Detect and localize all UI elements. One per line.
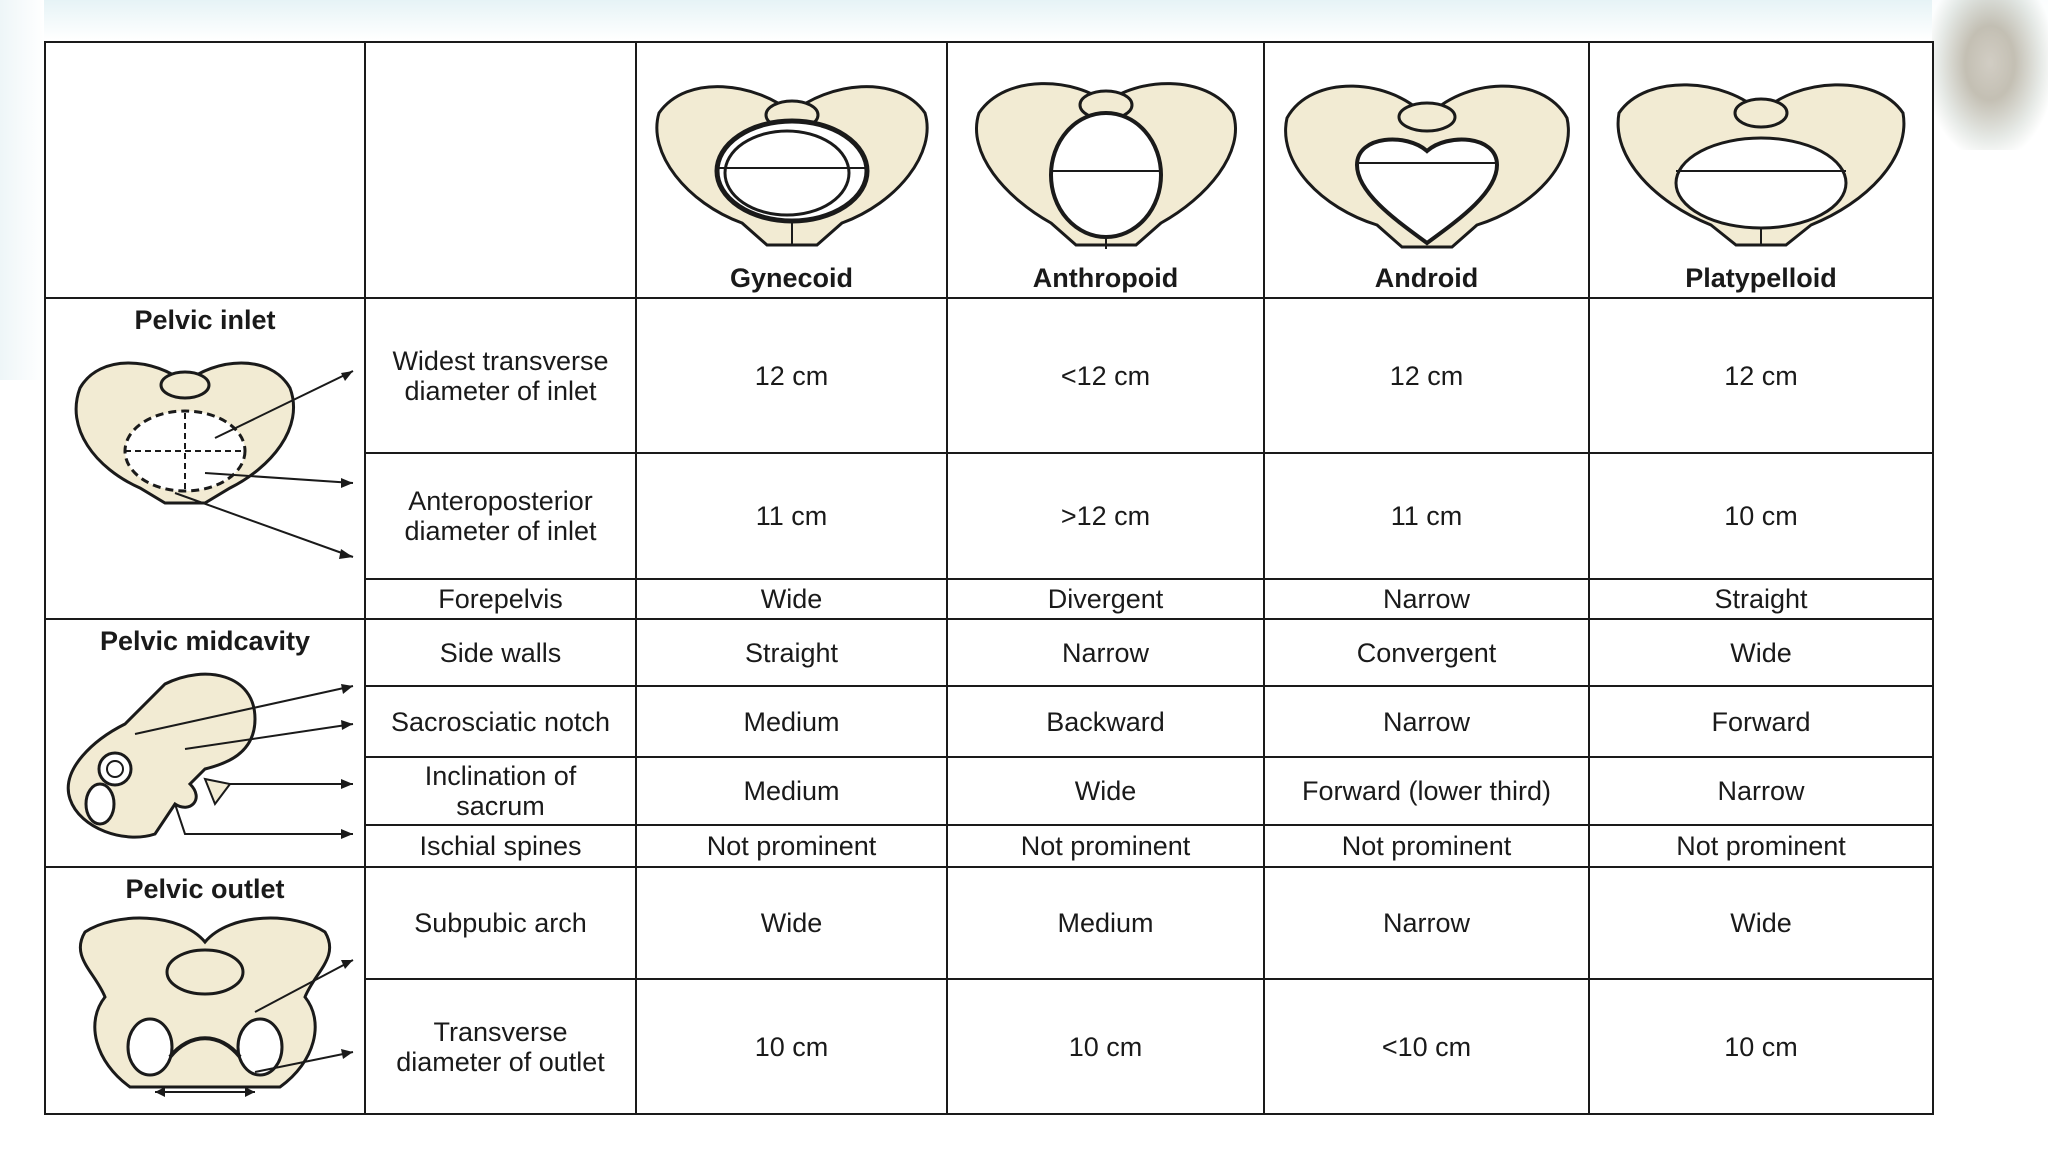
slide-background-left bbox=[0, 0, 44, 380]
table-cell: 10 cm bbox=[1590, 454, 1932, 580]
table-cell: Medium bbox=[948, 868, 1265, 980]
table-cell: 10 cm bbox=[948, 980, 1265, 1113]
table-cell: Medium bbox=[637, 758, 948, 826]
header-corner-cell bbox=[46, 43, 366, 299]
header-anthropoid bbox=[948, 43, 1265, 299]
row-label-cell: Forepelvis bbox=[366, 580, 637, 620]
table-cell: Narrow bbox=[1590, 758, 1932, 826]
row-label-cell: Inclination of sacrum bbox=[366, 758, 637, 826]
section-pelvic-midcavity bbox=[46, 620, 366, 868]
table-cell: Backward bbox=[948, 687, 1265, 758]
row-label-cell: Sacrosciatic notch bbox=[366, 687, 637, 758]
pelvic-outlet-diagram-icon bbox=[55, 912, 355, 1102]
table-cell: 12 cm bbox=[1590, 299, 1932, 454]
header-label: Anthropoid bbox=[1032, 263, 1179, 293]
table-cell: Forward bbox=[1590, 687, 1932, 758]
section-title: Pelvic inlet bbox=[134, 305, 276, 335]
android-pelvis-icon bbox=[1277, 73, 1577, 253]
table-cell: <10 cm bbox=[1265, 980, 1590, 1113]
header-label: Gynecoid bbox=[729, 263, 854, 293]
table-cell: 10 cm bbox=[637, 980, 948, 1113]
table-cell: Narrow bbox=[1265, 580, 1590, 620]
table-cell: <12 cm bbox=[948, 299, 1265, 454]
table-cell: Not prominent bbox=[1590, 826, 1932, 868]
section-title: Pelvic midcavity bbox=[99, 626, 311, 656]
anthropoid-pelvis-icon bbox=[961, 73, 1251, 253]
row-label-cell: Ischial spines bbox=[366, 826, 637, 868]
table-cell: 12 cm bbox=[1265, 299, 1590, 454]
table-cell: Forward (lower third) bbox=[1265, 758, 1590, 826]
section-pelvic-inlet bbox=[46, 299, 366, 620]
table-cell: 10 cm bbox=[1724, 1031, 1798, 1062]
table-cell: Wide bbox=[637, 580, 948, 620]
pelvic-midcavity-diagram-icon bbox=[55, 664, 355, 854]
row-label-cell: Transverse diameter of outlet bbox=[366, 980, 637, 1113]
header-gynecoid bbox=[637, 43, 948, 299]
table-cell: Wide bbox=[948, 758, 1265, 826]
section-title: Pelvic outlet bbox=[125, 874, 285, 904]
table-cell: Not prominent bbox=[1265, 826, 1590, 868]
table-cell: 12 cm bbox=[637, 299, 948, 454]
table-cell: Convergent bbox=[1265, 620, 1590, 687]
section-pelvic-outlet bbox=[46, 868, 366, 1113]
slide-background-band bbox=[0, 0, 2048, 40]
pelvis-types-table bbox=[44, 41, 1934, 1115]
gynecoid-pelvis-icon bbox=[647, 73, 937, 253]
row-label-cell: Side walls bbox=[366, 620, 637, 687]
header-platypelloid bbox=[1590, 43, 1932, 299]
table-cell: Not prominent bbox=[637, 826, 948, 868]
presenter-photo bbox=[1932, 0, 2048, 150]
header-label: Android bbox=[1374, 263, 1479, 293]
table-cell: Narrow bbox=[1265, 687, 1590, 758]
table-cell: Straight bbox=[637, 620, 948, 687]
table-cell: Narrow bbox=[1265, 868, 1590, 980]
header-label-cell bbox=[366, 43, 637, 299]
pelvic-inlet-diagram-icon bbox=[55, 343, 355, 603]
table-cell: Medium bbox=[637, 687, 948, 758]
row-label-cell: Widest transverse diameter of inlet bbox=[366, 299, 637, 454]
table-cell: Wide bbox=[1590, 620, 1932, 687]
table-cell: 11 cm bbox=[637, 454, 948, 580]
table-cell: Not prominent bbox=[948, 826, 1265, 868]
table-cell: Wide bbox=[637, 868, 948, 980]
table-cell: 11 cm bbox=[1265, 454, 1590, 580]
table-cell: Wide bbox=[1590, 868, 1932, 980]
header-label: Platypelloid bbox=[1685, 263, 1837, 293]
table-cell: Divergent bbox=[948, 580, 1265, 620]
row-label-cell: Subpubic arch bbox=[366, 868, 637, 980]
table-cell: Straight bbox=[1590, 580, 1932, 620]
table-cell: >12 cm bbox=[948, 454, 1265, 580]
header-android bbox=[1265, 43, 1590, 299]
platypelloid-pelvis-icon bbox=[1611, 73, 1911, 253]
row-label-cell: Anteroposterior diameter of inlet bbox=[366, 454, 637, 580]
table-cell: Narrow bbox=[948, 620, 1265, 687]
